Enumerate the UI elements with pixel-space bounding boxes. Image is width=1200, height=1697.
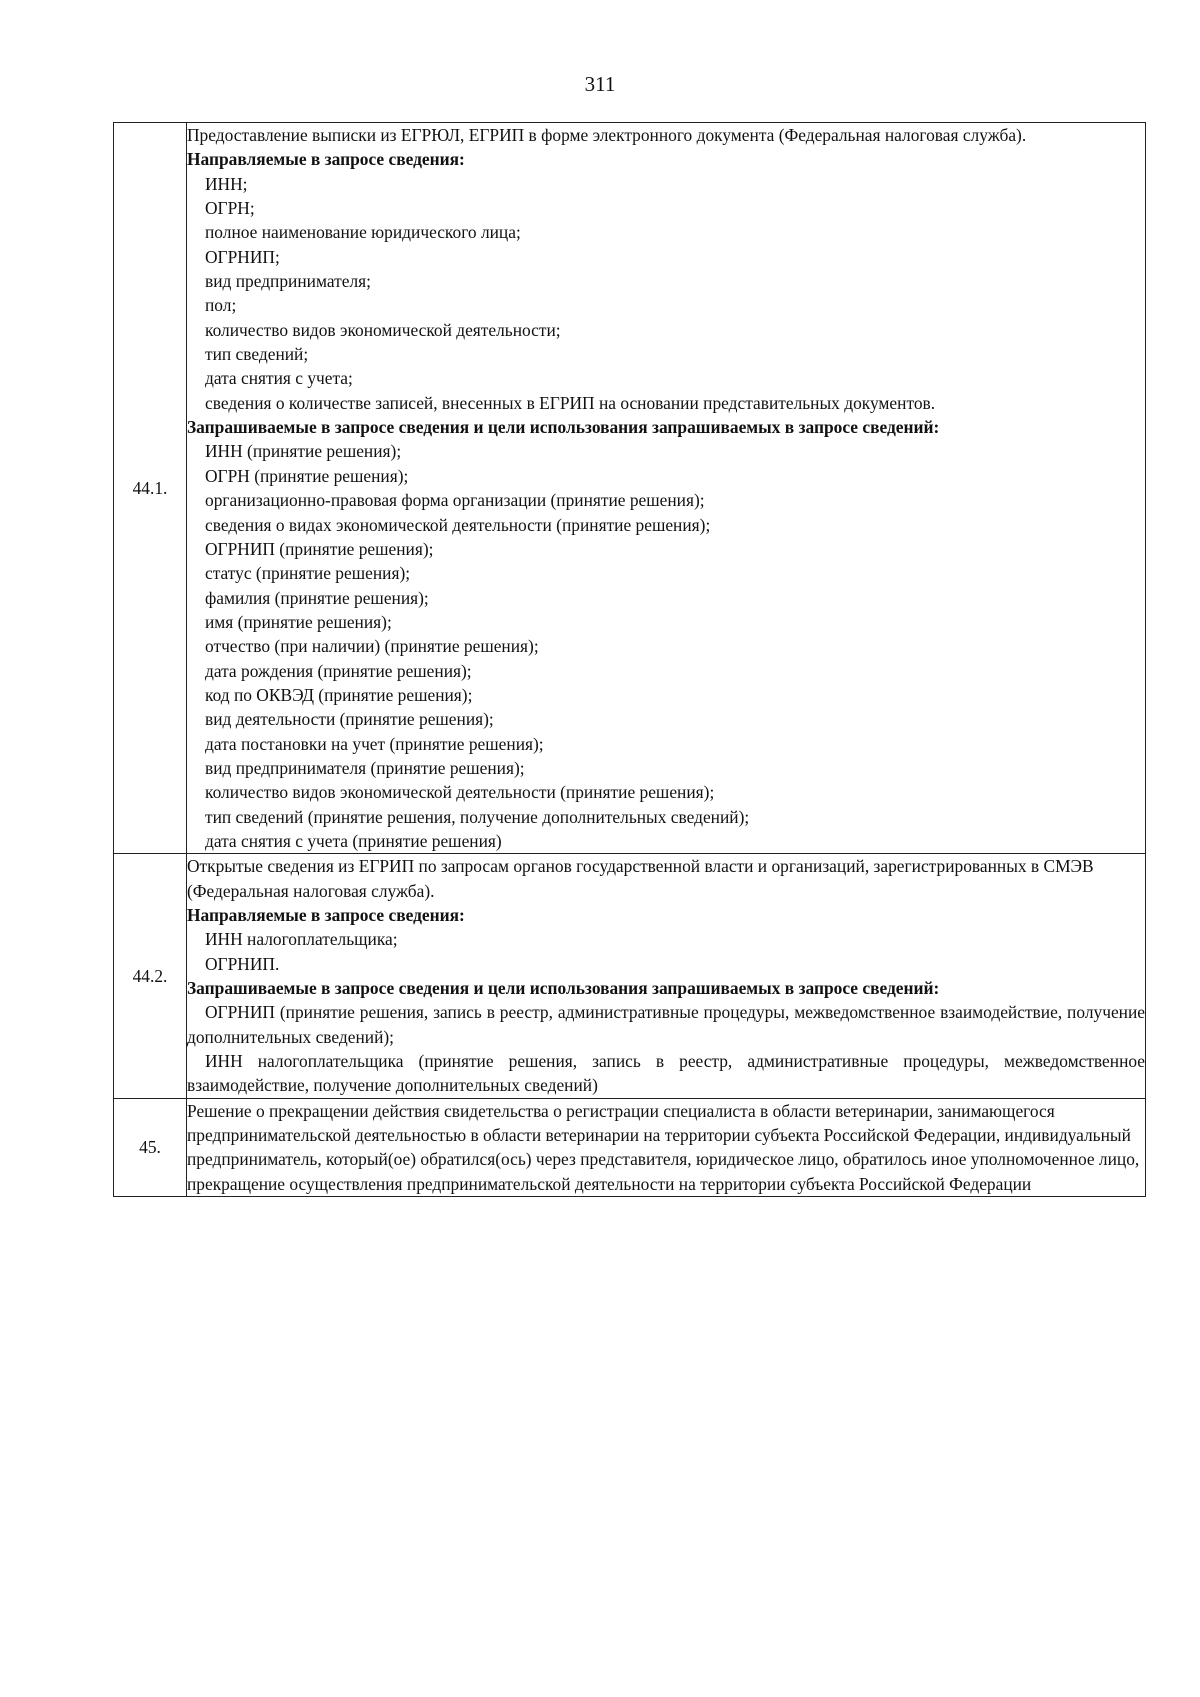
services-table: [113, 122, 1146, 1197]
sent-heading: Направляемые в запросе сведения:: [187, 149, 465, 170]
service-description: Решение о прекращении действия свидетельства о регистрации специалиста в области ветеринарии, занимающегося предпринимательской деятельностью в области ветеринарии на территории субъекта Российской Федерации, индивидуальный предприниматель, который(ое) обратился(ось) через представителя, юридическое лицо, обратилось иное уполномоченное лицо, прекращение осуществления предпринимательской деятельности на территории субъекта Российской Федерации: [187, 1100, 1140, 1194]
page-number: 311: [584, 72, 616, 96]
list-item: сведения о количестве записей, внесенных в ЕГРИП на основании представительных документов.: [205, 392, 936, 413]
list-item: тип сведений;: [205, 344, 309, 365]
list-item: дата рождения (принятие решения);: [205, 660, 472, 681]
list-item: вид деятельности (принятие решения);: [205, 709, 494, 730]
row-number: 44.2.: [114, 854, 187, 1098]
requested-heading: Запрашиваемые в запросе сведения и цели использования запрашиваемых в запросе сведений:: [187, 417, 940, 438]
table-row: [114, 1098, 1146, 1196]
table-row: [114, 123, 1146, 854]
list-item: количество видов экономической деятельности;: [205, 319, 561, 340]
list-item: ОГРНИП.: [205, 953, 280, 974]
list-item: код по ОКВЭД (принятие решения);: [205, 684, 473, 705]
service-title: Предоставление выписки из ЕГРЮЛ, ЕГРИП в форме электронного документа (Федеральная налоговая служба).: [187, 125, 1027, 145]
list-item: имя (принятие решения);: [205, 611, 392, 632]
list-item: тип сведений (принятие решения, получение дополнительных сведений);: [205, 806, 750, 827]
table-row: [114, 854, 1146, 1098]
list-item: ОГРН (принятие решения);: [205, 465, 409, 486]
list-item: ИНН;: [205, 173, 248, 194]
list-item: статус (принятие решения);: [205, 563, 411, 584]
row-content: [187, 1098, 1146, 1196]
row-number: 44.1.: [114, 123, 187, 854]
row-content: [187, 854, 1146, 1098]
requested-heading: Запрашиваемые в запросе сведения и цели использования запрашиваемых в запросе сведений:: [187, 978, 940, 999]
list-item: ОГРН;: [205, 198, 255, 219]
list-item: ИНН налогоплательщика;: [205, 929, 398, 950]
list-item: пол;: [205, 295, 237, 316]
list-item: дата снятия с учета (принятие решения): [205, 830, 502, 851]
list-item: ОГРНИП (принятие решения, запись в реестр, административные процедуры, межведомственное взаимодействие, получение дополнительных сведений);: [187, 1002, 1145, 1047]
list-item: количество видов экономической деятельности (принятие решения);: [205, 782, 715, 803]
service-title: Открытые сведения из ЕГРИП по запросам органов государственной власти и организаций, зарегистрированных в СМЭВ (Федеральная налоговая служба).: [187, 856, 1094, 901]
list-item: ИНН налогоплательщика (принятие решения, запись в реестр, административные процедуры, межведомственное взаимодействие, получение дополнительных сведений): [187, 1051, 1145, 1096]
list-item: вид предпринимателя (принятие решения);: [205, 757, 525, 778]
row-number: 45.: [114, 1098, 187, 1196]
list-item: ОГРНИП;: [205, 246, 280, 267]
list-item: дата постановки на учет (принятие решения);: [205, 733, 544, 754]
list-item: дата снятия с учета;: [205, 368, 353, 389]
list-item: вид предпринимателя;: [205, 271, 371, 292]
list-item: организационно-правовая форма организации (принятие решения);: [205, 490, 705, 511]
list-item: ОГРНИП (принятие решения);: [205, 538, 434, 559]
list-item: фамилия (принятие решения);: [205, 587, 429, 608]
row-content: [187, 123, 1146, 854]
list-item: сведения о видах экономической деятельности (принятие решения);: [205, 514, 711, 535]
list-item: полное наименование юридического лица;: [205, 222, 521, 243]
list-item: ИНН (принятие решения);: [205, 441, 402, 462]
sent-heading: Направляемые в запросе сведения:: [187, 905, 465, 925]
list-item: отчество (при наличии) (принятие решения);: [205, 636, 539, 657]
